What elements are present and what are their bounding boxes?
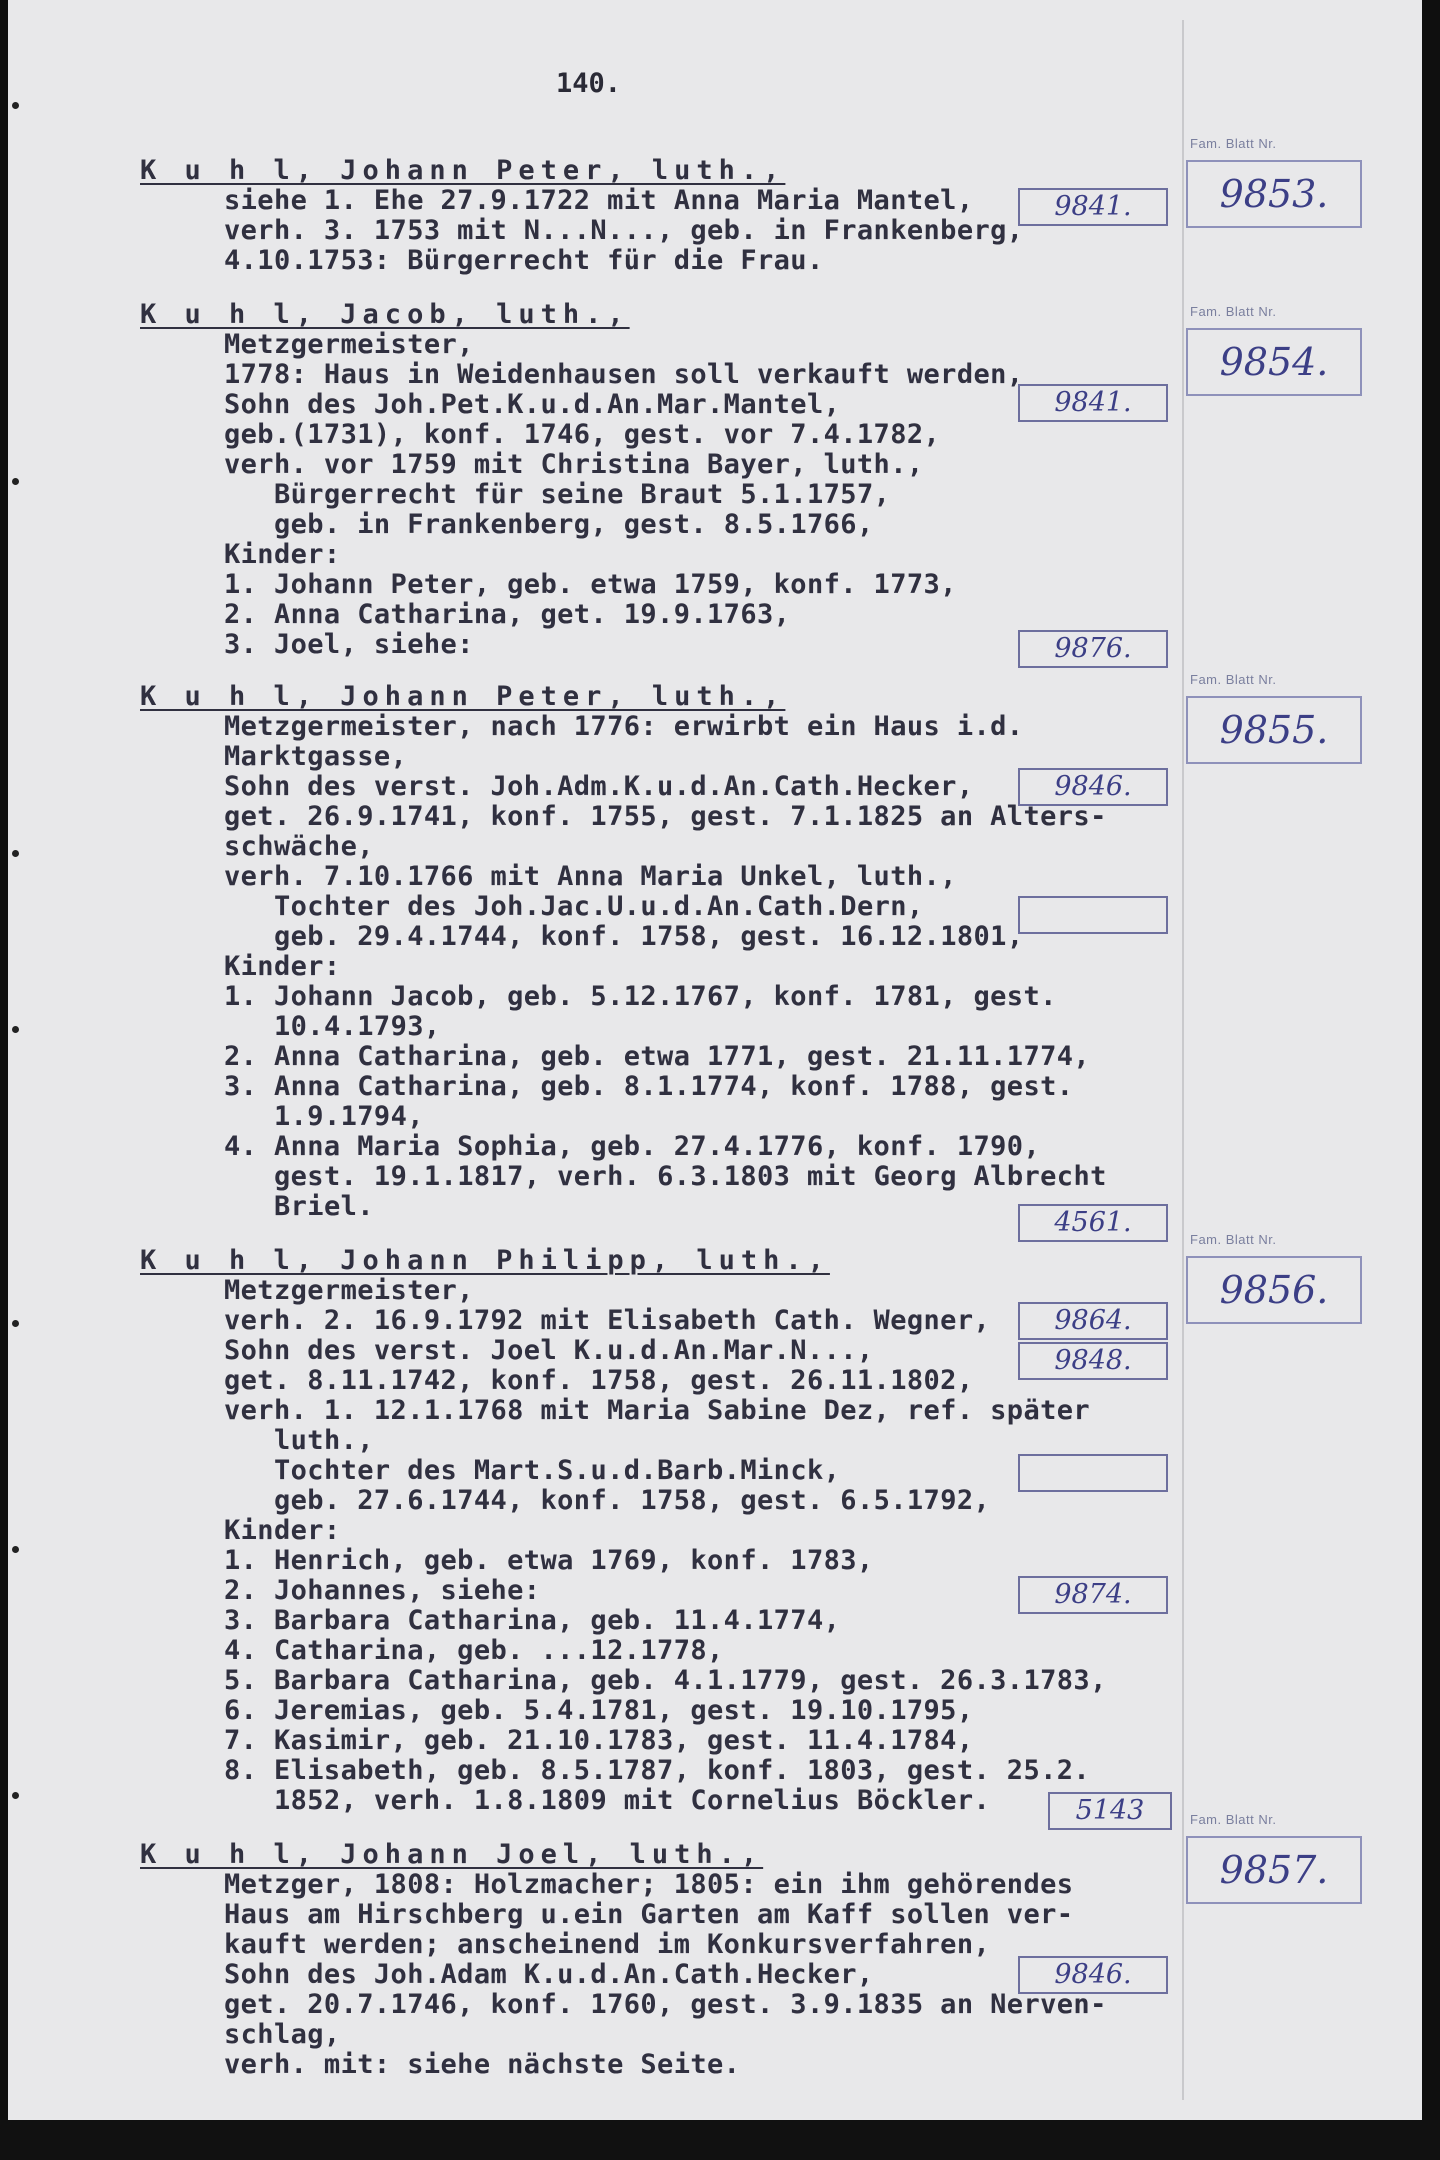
text-line: 1. Johann Jacob, geb. 5.12.1767, konf. 1781, gest. xyxy=(224,981,1057,1012)
text-line: Metzgermeister, nach 1776: erwirbt ein Haus i.d. xyxy=(224,711,1024,742)
text-line: 4.10.1753: Bürgerrecht für die Frau. xyxy=(224,245,824,276)
family-sheet-number: 9853. xyxy=(1186,160,1362,228)
reference-number-box: 4561. xyxy=(1018,1204,1168,1242)
text-line: 8. Elisabeth, geb. 8.5.1787, konf. 1803, gest. 25.2. xyxy=(224,1755,1091,1786)
text-line: verh. 2. 16.9.1792 mit Elisabeth Cath. Wegner, xyxy=(224,1305,991,1336)
text-line: kauft werden; anscheinend im Konkursverfahren, xyxy=(224,1929,991,1960)
text-line: Tochter des Joh.Jac.U.u.d.An.Cath.Dern, xyxy=(274,891,924,922)
text-line: 6. Jeremias, geb. 5.4.1781, gest. 19.10.1795, xyxy=(224,1695,974,1726)
text-line: verh. mit: siehe nächste Seite. xyxy=(224,2049,741,2080)
text-line: get. 26.9.1741, konf. 1755, gest. 7.1.1825 an Alters- xyxy=(224,801,1107,832)
text-line: geb.(1731), konf. 1746, gest. vor 7.4.1782, xyxy=(224,419,941,450)
entry-heading: K u h l, Johann Peter, luth., xyxy=(140,155,786,186)
text-line: Bürgerrecht für seine Braut 5.1.1757, xyxy=(274,479,891,510)
text-line: geb. 29.4.1744, konf. 1758, gest. 16.12.1801, xyxy=(274,921,1024,952)
fam-sheet-label: Fam. Blatt Nr. xyxy=(1190,1232,1277,1247)
text-line: 1.9.1794, xyxy=(274,1101,424,1132)
text-line: geb. in Frankenberg, gest. 8.5.1766, xyxy=(274,509,874,540)
entry-heading: K u h l, Jacob, luth., xyxy=(140,299,630,330)
fam-sheet-label: Fam. Blatt Nr. xyxy=(1190,304,1277,319)
fam-sheet-label: Fam. Blatt Nr. xyxy=(1190,136,1277,151)
page-number: 140. xyxy=(556,68,622,99)
text-line: gest. 19.1.1817, verh. 6.3.1803 mit Georg Albrecht xyxy=(274,1161,1107,1192)
text-line: Marktgasse, xyxy=(224,741,408,772)
family-sheet-number: 9857. xyxy=(1186,1836,1362,1904)
text-line: Tochter des Mart.S.u.d.Barb.Minck, xyxy=(274,1455,841,1486)
entry-heading: K u h l, Johann Philipp, luth., xyxy=(140,1245,830,1276)
reference-number-box: 9874. xyxy=(1018,1576,1168,1614)
text-line: Kinder: xyxy=(224,539,341,570)
text-line: Sohn des verst. Joh.Adm.K.u.d.An.Cath.Hecker, xyxy=(224,771,974,802)
text-line: verh. vor 1759 mit Christina Bayer, luth., xyxy=(224,449,924,480)
text-line: Haus am Hirschberg u.ein Garten am Kaff sollen ver- xyxy=(224,1899,1074,1930)
reference-number-box: 9846. xyxy=(1018,1956,1168,1994)
text-line: Sohn des verst. Joel K.u.d.An.Mar.N..., xyxy=(224,1335,874,1366)
text-line: Briel. xyxy=(274,1191,374,1222)
text-line: Sohn des Joh.Pet.K.u.d.An.Mar.Mantel, xyxy=(224,389,841,420)
text-line: siehe 1. Ehe 27.9.1722 mit Anna Maria Mantel, xyxy=(224,185,974,216)
text-line: verh. 3. 1753 mit N...N..., geb. in Frankenberg, xyxy=(224,215,1024,246)
reference-number-box: 9864. xyxy=(1018,1302,1168,1340)
text-line: 1852, verh. 1.8.1809 mit Cornelius Böckler. xyxy=(274,1785,991,1816)
text-line: 7. Kasimir, geb. 21.10.1783, gest. 11.4.1784, xyxy=(224,1725,974,1756)
reference-number-box: 5143 xyxy=(1048,1792,1172,1830)
entry-heading: K u h l, Johann Peter, luth., xyxy=(140,681,786,712)
text-line: 4. Anna Maria Sophia, geb. 27.4.1776, konf. 1790, xyxy=(224,1131,1041,1162)
text-line: verh. 7.10.1766 mit Anna Maria Unkel, luth., xyxy=(224,861,957,892)
text-line: luth., xyxy=(274,1425,374,1456)
reference-number-box xyxy=(1018,896,1168,934)
text-line: Sohn des Joh.Adam K.u.d.An.Cath.Hecker, xyxy=(224,1959,874,1990)
text-line: 3. Anna Catharina, geb. 8.1.1774, konf. 1788, gest. xyxy=(224,1071,1074,1102)
text-line: 3. Barbara Catharina, geb. 11.4.1774, xyxy=(224,1605,841,1636)
text-line: 2. Anna Catharina, get. 19.9.1763, xyxy=(224,599,791,630)
text-line: 10.4.1793, xyxy=(274,1011,441,1042)
reference-number-box: 9841. xyxy=(1018,384,1168,422)
document-page xyxy=(8,0,1422,2120)
text-line: 2. Johannes, siehe: xyxy=(224,1575,541,1606)
text-line: Metzger, 1808: Holzmacher; 1805: ein ihm gehörendes xyxy=(224,1869,1074,1900)
text-line: 1. Johann Peter, geb. etwa 1759, konf. 1773, xyxy=(224,569,957,600)
text-line: 5. Barbara Catharina, geb. 4.1.1779, gest. 26.3.1783, xyxy=(224,1665,1107,1696)
reference-number-box: 9848. xyxy=(1018,1342,1168,1380)
text-line: schlag, xyxy=(224,2019,341,2050)
reference-number-box xyxy=(1018,1454,1168,1492)
fam-sheet-label: Fam. Blatt Nr. xyxy=(1190,1812,1277,1827)
text-line: Metzgermeister, xyxy=(224,329,474,360)
reference-number-box: 9841. xyxy=(1018,188,1168,226)
entry-heading: K u h l, Johann Joel, luth., xyxy=(140,1839,764,1870)
family-sheet-number: 9856. xyxy=(1186,1256,1362,1324)
family-sheet-number: 9855. xyxy=(1186,696,1362,764)
text-line: 2. Anna Catharina, geb. etwa 1771, gest. 21.11.1774, xyxy=(224,1041,1091,1072)
text-line: geb. 27.6.1744, konf. 1758, gest. 6.5.1792, xyxy=(274,1485,991,1516)
scan-border xyxy=(0,2120,1440,2160)
text-line: Metzgermeister, xyxy=(224,1275,474,1306)
text-line: get. 20.7.1746, konf. 1760, gest. 3.9.1835 an Nerven- xyxy=(224,1989,1107,2020)
text-line: 1778: Haus in Weidenhausen soll verkauft werden, xyxy=(224,359,1024,390)
reference-number-box: 9876. xyxy=(1018,630,1168,668)
text-line: 4. Catharina, geb. ...12.1778, xyxy=(224,1635,724,1666)
fam-sheet-label: Fam. Blatt Nr. xyxy=(1190,672,1277,687)
text-line: verh. 1. 12.1.1768 mit Maria Sabine Dez, ref. später xyxy=(224,1395,1091,1426)
text-line: Kinder: xyxy=(224,951,341,982)
family-sheet-number: 9854. xyxy=(1186,328,1362,396)
text-line: 3. Joel, siehe: xyxy=(224,629,474,660)
text-line: schwäche, xyxy=(224,831,374,862)
reference-number-box: 9846. xyxy=(1018,768,1168,806)
margin-rule xyxy=(1182,20,1184,2100)
text-line: get. 8.11.1742, konf. 1758, gest. 26.11.1802, xyxy=(224,1365,974,1396)
text-line: Kinder: xyxy=(224,1515,341,1546)
text-line: 1. Henrich, geb. etwa 1769, konf. 1783, xyxy=(224,1545,874,1576)
